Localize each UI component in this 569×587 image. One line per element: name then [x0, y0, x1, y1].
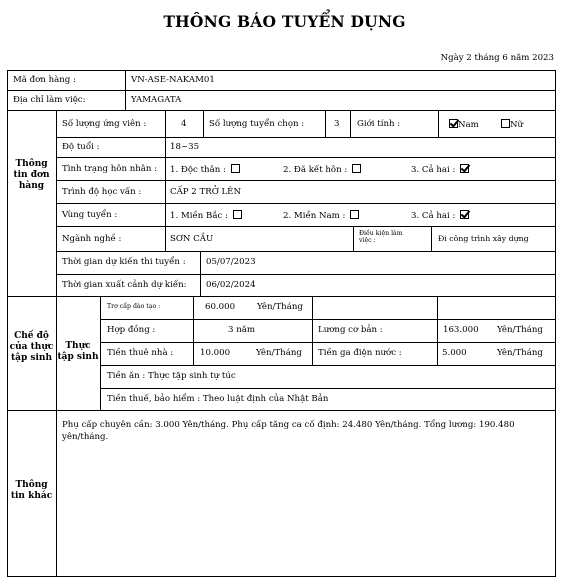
- selected-label: Số lượng tuyển chọn :: [209, 119, 305, 129]
- marital-married-checkbox[interactable]: [352, 164, 361, 173]
- grid-line: [7, 110, 556, 111]
- training-allowance-value: 60.000: [205, 302, 236, 312]
- rent-label: Tiền thuê nhà :: [107, 348, 174, 358]
- workplace-label: Địa chỉ làm việc:: [13, 95, 86, 105]
- work-conditions-value: Đi công trình xây dựng: [438, 234, 529, 243]
- utilities-value: 5.000: [442, 348, 467, 358]
- grid-line: [431, 226, 432, 251]
- rent-value: 10.000: [200, 348, 231, 358]
- grid-line: [312, 296, 313, 365]
- tax-note: Tiền thuế, bảo hiểm : Theo luật định của Nhật Bản: [107, 394, 329, 404]
- grid-line: [353, 226, 354, 251]
- region-both-option[interactable]: [411, 210, 469, 221]
- job-value: SƠN CẦU: [170, 234, 214, 244]
- base-salary-value: 163.000: [443, 325, 479, 335]
- applicants-value: 4: [181, 119, 187, 129]
- order-code-value: VN-ASE-NAKAM01: [131, 75, 215, 85]
- exam-date-label: Thời gian dự kiến thi tuyển :: [62, 257, 186, 267]
- contract-value: 3 năm: [228, 325, 256, 335]
- utilities-label: Tiền ga điện nước :: [318, 348, 402, 358]
- grid-line: [100, 365, 556, 366]
- training-allowance-label: Trợ cấp đào tạo :: [107, 303, 161, 310]
- grid-line: [56, 226, 556, 227]
- departure-date-value: 06/02/2024: [206, 280, 256, 290]
- base-salary-unit: Yên/Tháng: [497, 325, 543, 335]
- grid-line: [100, 296, 101, 410]
- contract-label: Hợp đồng :: [107, 325, 156, 335]
- marital-single-option[interactable]: [170, 164, 240, 175]
- region-north-option[interactable]: [170, 210, 242, 221]
- trainee-subsection: Thực tập sinh: [57, 341, 99, 362]
- region-south-text: 2. Miền Nam :: [283, 211, 346, 221]
- grid-line: [100, 388, 556, 389]
- marital-label: Tình trạng hôn nhân :: [62, 164, 158, 174]
- gender-label: Giới tính :: [357, 119, 401, 129]
- grid-line: [437, 296, 438, 365]
- gender-female-option[interactable]: [499, 119, 523, 130]
- grid-line: [56, 180, 556, 181]
- order-info-section: Thông tin đơn hàng: [13, 159, 50, 191]
- marital-single-checkbox[interactable]: [231, 164, 240, 173]
- region-north-checkbox[interactable]: [233, 210, 242, 219]
- grid-line: [165, 110, 166, 251]
- region-label: Vùng tuyển :: [62, 210, 118, 220]
- marital-married-text: 2. Đã kết hôn :: [283, 165, 348, 175]
- grid-line: [200, 251, 201, 296]
- rent-unit: Yên/Tháng: [256, 348, 302, 358]
- grid-line: [56, 203, 556, 204]
- grid-line: [56, 157, 556, 158]
- region-south-option[interactable]: [283, 210, 359, 221]
- marital-both-checkbox[interactable]: [460, 164, 469, 173]
- utilities-unit: Yên/Tháng: [497, 348, 543, 358]
- grid-line: [56, 137, 556, 138]
- grid-line: [438, 110, 439, 137]
- grid-line: [7, 90, 556, 91]
- selected-value: 3: [334, 119, 340, 129]
- grid-line: [56, 251, 556, 252]
- order-code-label: Mã đơn hàng :: [13, 75, 76, 85]
- grid-line: [56, 274, 556, 275]
- grid-line: [100, 319, 556, 320]
- grid-line: [7, 296, 556, 297]
- food-note: Tiền ăn : Thực tập sinh tự túc: [107, 371, 236, 381]
- other-info-text: Phụ cấp chuyên cần: 3.000 Yên/tháng. Phụ cấp tăng ca cố định: 24.480 Yên/tháng. Tổng lương: 190.480 yên/tháng.: [62, 420, 515, 442]
- grid-line: [100, 342, 556, 343]
- education-label: Trình độ học vấn :: [62, 187, 142, 197]
- age-value: 18~35: [170, 142, 200, 152]
- base-salary-label: Lương cơ bản :: [318, 325, 383, 335]
- grid-line: [193, 296, 194, 365]
- document-title: THÔNG BÁO TUYỂN DỤNG: [163, 12, 406, 31]
- region-south-checkbox[interactable]: [350, 210, 359, 219]
- grid-line: [325, 110, 326, 137]
- gender-male-option[interactable]: [447, 119, 479, 130]
- grid-line: [203, 110, 204, 137]
- region-both-text: 3. Cả hai :: [411, 211, 456, 221]
- training-allowance-unit: Yên/Tháng: [257, 302, 303, 312]
- grid-line: [7, 410, 556, 411]
- work-conditions-label: Điều kiện làm việc :: [359, 230, 403, 244]
- marital-single-text: 1. Độc thân :: [170, 165, 226, 175]
- grid-line: [125, 70, 126, 110]
- grid-line: [350, 110, 351, 137]
- marital-both-text: 3. Cả hai :: [411, 165, 456, 175]
- workplace-value: YAMAGATA: [131, 95, 182, 105]
- age-label: Độ tuổi :: [62, 142, 100, 152]
- gender-female-text: Nữ: [510, 120, 524, 130]
- departure-date-label: Thời gian xuất cảnh dự kiến:: [62, 280, 187, 290]
- applicants-label: Số lượng ứng viên :: [62, 119, 147, 129]
- trainee-policy-section: Chế độ của thực tập sinh: [9, 331, 54, 363]
- document-date: Ngày 2 tháng 6 năm 2023: [440, 53, 554, 63]
- job-label: Ngành nghề :: [62, 234, 122, 244]
- marital-married-option[interactable]: [283, 164, 361, 175]
- region-both-checkbox[interactable]: [460, 210, 469, 219]
- gender-male-checkbox[interactable]: [449, 119, 458, 128]
- gender-female-checkbox[interactable]: [501, 119, 510, 128]
- other-info-section: Thông tin khác: [10, 480, 53, 501]
- gender-male-text: Nam: [458, 120, 479, 130]
- marital-both-option[interactable]: [411, 164, 469, 175]
- education-value: CẤP 2 TRỞ LÊN: [170, 187, 241, 197]
- region-north-text: 1. Miền Bắc :: [170, 211, 228, 221]
- exam-date-value: 05/07/2023: [206, 257, 256, 267]
